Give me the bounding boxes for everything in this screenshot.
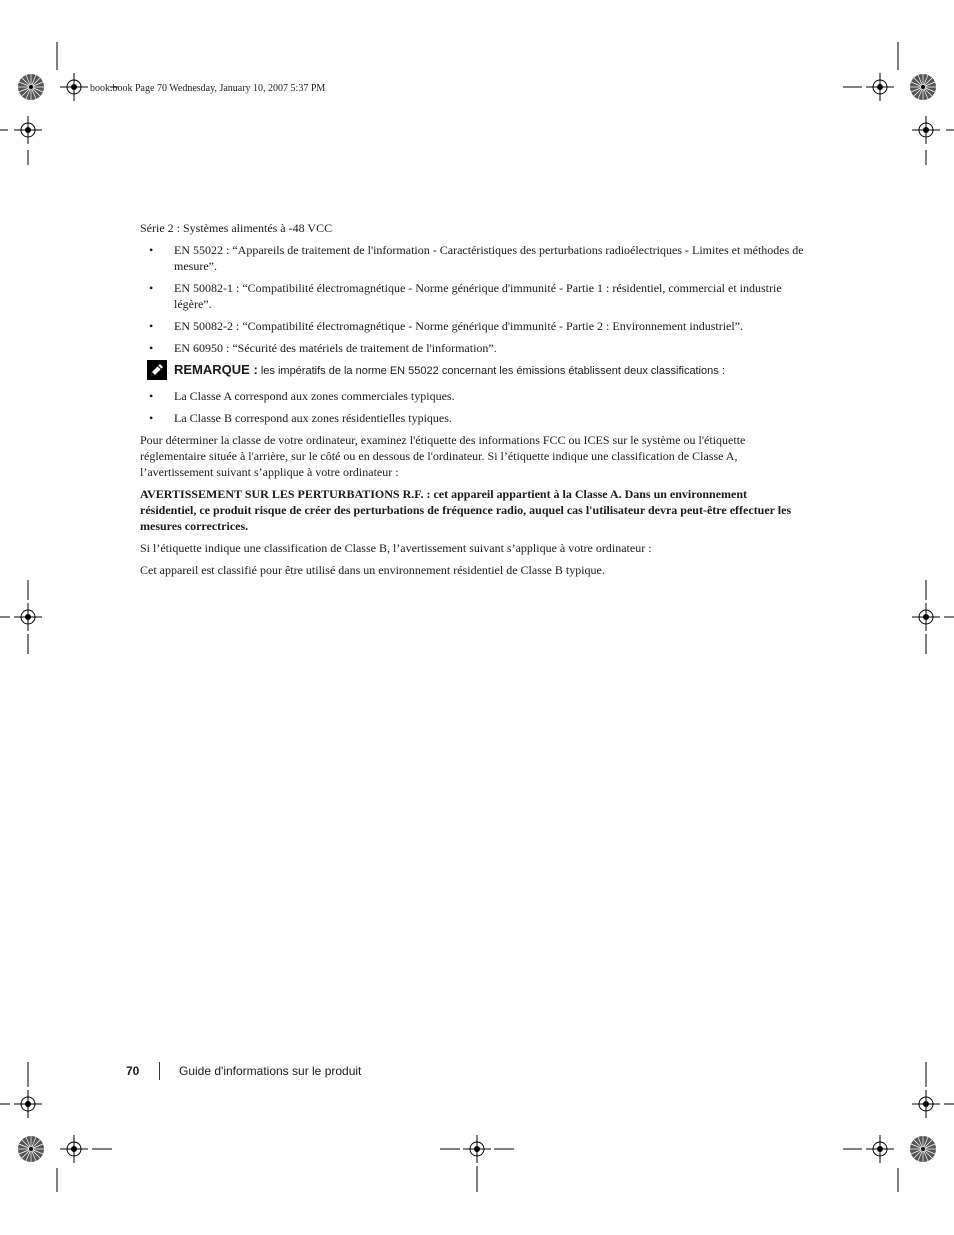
registration-mark xyxy=(14,603,42,631)
registration-mark xyxy=(463,1135,491,1163)
star-target-mark xyxy=(910,74,936,100)
list-item: • EN 50082-1 : “Compatibilité électromagnétique - Norme générique d'immunité - Partie 1 : résidentiel, commercial et industrie légère”. xyxy=(140,280,805,312)
registration-mark xyxy=(14,116,42,144)
page-number: 70 xyxy=(126,1064,140,1078)
registration-mark xyxy=(866,1135,894,1163)
star-target-mark xyxy=(18,1136,44,1162)
note-text: les impératifs de la norme EN 55022 concernant les émissions établissent deux classifications : xyxy=(260,365,725,377)
registration-mark xyxy=(866,73,894,101)
list-item: • EN 55022 : “Appareils de traitement de l'information - Caractéristiques des perturbations radioélectriques - Limites et méthodes de mesure”. xyxy=(140,242,805,274)
footer-title: Guide d'informations sur le produit xyxy=(179,1064,362,1078)
note-label: REMARQUE : xyxy=(174,362,258,377)
list-item: • EN 50082-2 : “Compatibilité électromagnétique - Norme générique d'immunité - Partie 2 : Environnement industriel”. xyxy=(140,318,805,334)
registration-mark xyxy=(912,1090,940,1118)
paragraph-class-b: Si l’étiquette indique une classification de Classe B, l’avertissement suivant s’applique à votre ordinateur : xyxy=(140,541,652,555)
classes-list xyxy=(140,388,805,426)
star-target-mark xyxy=(18,74,44,100)
registration-mark xyxy=(912,116,940,144)
registration-mark xyxy=(60,1135,88,1163)
print-slug: book.book Page 70 Wednesday, January 10, 2007 5:37 PM xyxy=(90,83,326,94)
series-line: Série 2 : Systèmes alimentés à -48 VCC xyxy=(140,221,333,235)
star-target-mark xyxy=(910,1136,936,1162)
note-block xyxy=(140,362,805,382)
registration-mark xyxy=(14,1090,42,1118)
footer-separator xyxy=(159,1062,160,1080)
paragraph-device: Cet appareil est classifié pour être utilisé dans un environnement résidentiel de Classe B typique. xyxy=(140,563,605,577)
list-item: • EN 60950 : “Sécurité des matériels de traitement de l'information”. xyxy=(140,340,805,356)
paragraph-determine: Pour déterminer la classe de votre ordinateur, examinez l'étiquette des informations FCC ou ICES sur le système ou l'étiquette réglementaire située à l'arrière, sur le côté ou en dessous de l'ordinateur. Si l’étiquette indique une classification de Classe A, l’avertissement suivant s’applique à votre ordinateur : xyxy=(140,433,746,479)
list-item: • La Classe A correspond aux zones commerciales typiques. xyxy=(140,388,805,404)
standards-list xyxy=(140,242,805,356)
registration-mark xyxy=(912,603,940,631)
page-content xyxy=(140,220,805,584)
list-item: • La Classe B correspond aux zones résidentielles typiques. xyxy=(140,410,805,426)
registration-mark xyxy=(60,73,88,101)
pencil-note-icon xyxy=(147,360,167,385)
rf-warning: AVERTISSEMENT SUR LES PERTURBATIONS R.F. : cet appareil appartient à la Classe A. Dans un environnement résidentiel, ce produit risque de créer des perturbations de fréquence radio, auquel cas l'utilisateur devra peut-être effectuer les mesures correctrices. xyxy=(140,487,792,533)
